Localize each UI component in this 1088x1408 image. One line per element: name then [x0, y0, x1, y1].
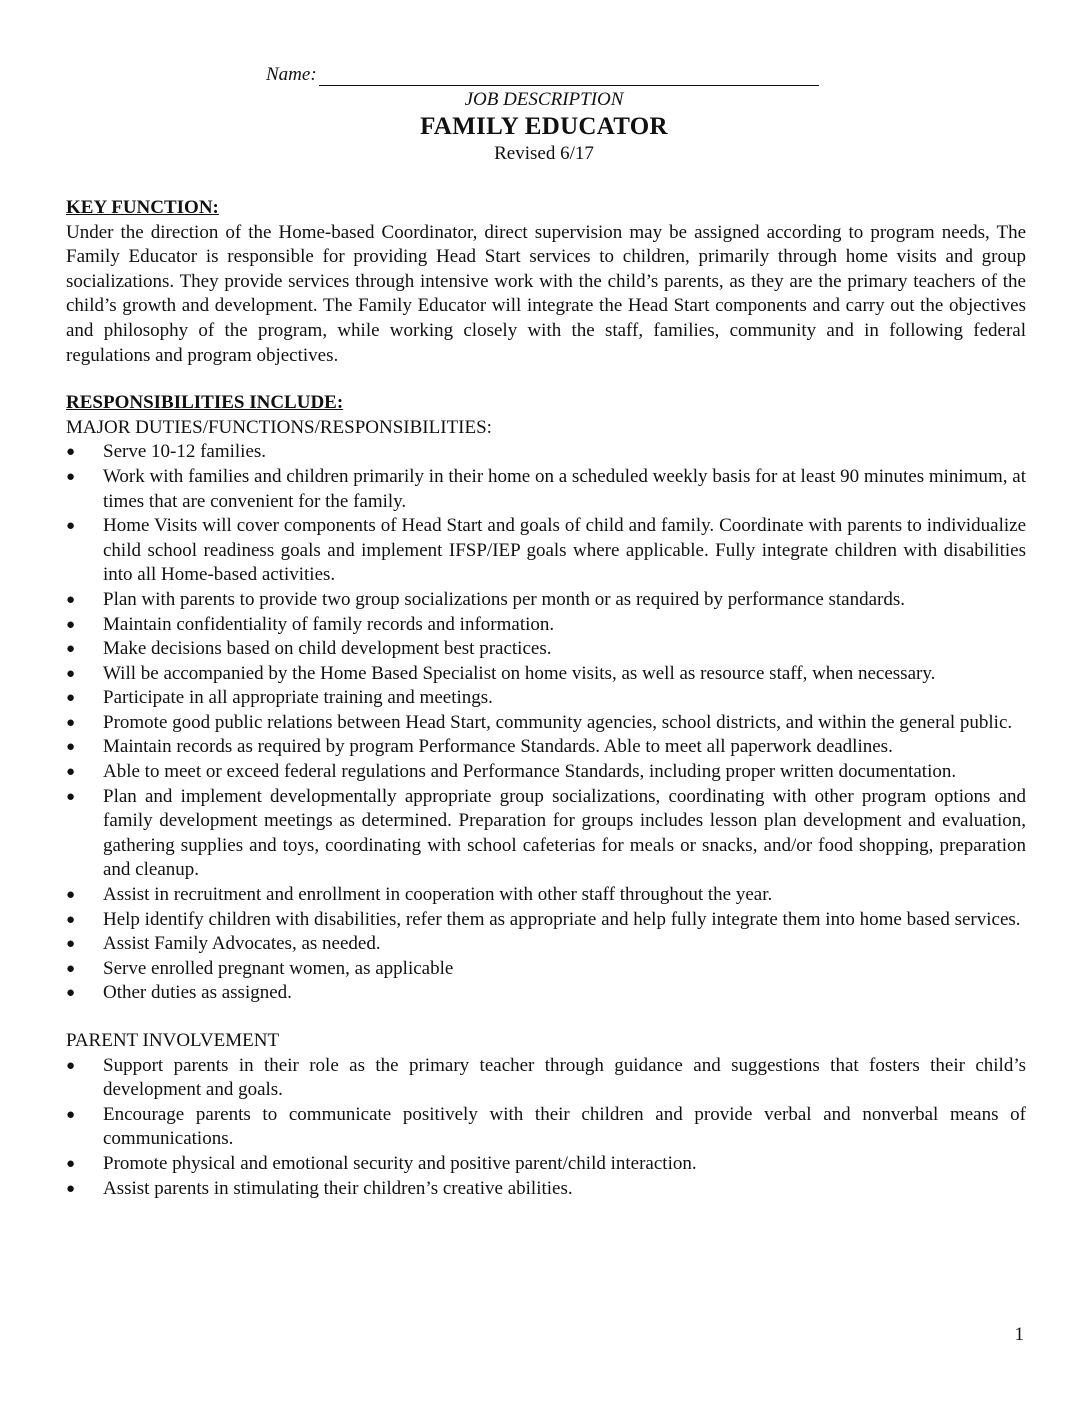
list-item	[66, 1177, 1026, 1202]
list-item-text: Support parents in their role as the primary teacher through guidance and suggestions that fosters their child’s development and goals.	[103, 1054, 1026, 1101]
name-label: Name:	[266, 64, 317, 85]
key-function-paragraph: Under the direction of the Home-based Coordinator, direct supervision may be assigned according to program needs, The Family Educator is responsible for providing Head Start services to children, primarily through home visits and group socializations. They provide services through intensive work with the child’s parents, as they are the primary teachers of the child’s growth and development. The Family Educator will integrate the Head Start components and carry out the objectives and philosophy of the program, while working closely with the staff, families, community and in following federal regulations and program objectives.	[66, 221, 1026, 366]
name-blank-line	[319, 65, 819, 86]
bullet-icon: ●	[66, 714, 76, 731]
bullet-icon: ●	[66, 665, 76, 682]
list-item-text: Encourage parents to communicate positively with their children and provide verbal and nonverbal means of communications.	[103, 1103, 1026, 1150]
bullet-icon: ●	[66, 518, 76, 535]
list-item-text: Make decisions based on child development best practices.	[103, 638, 552, 660]
list-item-text: Plan with parents to provide two group socializations per month or as required by performance standards.	[103, 588, 906, 610]
list-item-text: Work with families and children primarily in their home on a scheduled weekly basis for at least 90 minutes minimum, at times that are convenient for the family.	[103, 465, 1026, 512]
list-item	[66, 686, 1026, 711]
list-item-text: Maintain confidentiality of family records and information.	[103, 613, 555, 635]
bullet-icon: ●	[66, 690, 76, 707]
bullet-icon: ●	[66, 444, 76, 461]
list-item	[66, 883, 1026, 908]
list-item-text: Assist in recruitment and enrollment in cooperation with other staff throughout the year.	[103, 884, 773, 906]
section-spacer	[66, 368, 1026, 391]
list-item	[66, 465, 1026, 514]
list-item	[66, 1152, 1026, 1177]
list-item	[66, 711, 1026, 736]
section-spacer	[66, 1006, 1026, 1029]
list-item	[66, 637, 1026, 662]
page-number: 1	[1014, 1324, 1024, 1345]
bullet-icon: ●	[66, 1155, 76, 1172]
list-item-text: Help identify children with disabilities, refer them as appropriate and help fully integrate them into home based services.	[103, 908, 1021, 930]
bullet-icon: ●	[66, 739, 76, 756]
list-item	[66, 613, 1026, 638]
list-item	[66, 981, 1026, 1006]
list-item-text: Promote physical and emotional security and positive parent/child interaction.	[103, 1152, 697, 1174]
list-item-text: Assist Family Advocates, as needed.	[103, 933, 381, 955]
page-title: FAMILY EDUCATOR	[420, 113, 668, 140]
responsibilities-heading: RESPONSIBILITIES INCLUDE:	[66, 392, 344, 414]
bullet-icon: ●	[66, 911, 76, 928]
list-item	[66, 1054, 1026, 1103]
name-field	[266, 64, 819, 86]
bullet-icon: ●	[66, 591, 76, 608]
bullet-icon: ●	[66, 1106, 76, 1123]
document-type: JOB DESCRIPTION	[464, 89, 624, 110]
bullet-icon: ●	[66, 468, 76, 485]
list-item-text: Able to meet or exceed federal regulations and Performance Standards, including proper written documentation.	[103, 761, 957, 783]
list-item-text: Maintain records as required by program Performance Standards. Able to meet all paperwork deadlines.	[103, 736, 893, 758]
list-item-text: Serve enrolled pregnant women, as applicable	[103, 957, 454, 979]
list-item	[66, 514, 1026, 588]
bullet-icon: ●	[66, 641, 76, 658]
list-item	[66, 588, 1026, 613]
list-item-text: Plan and implement developmentally appropriate group socializations, coordinating with other program options and family development meetings as determined. Preparation for groups includes lesson plan development and evaluation, gathering supplies and toys, coordinating with school cafeterias for meals or snacks, and/or food shopping, preparation and cleanup.	[103, 785, 1026, 881]
major-duties-subheading: MAJOR DUTIES/FUNCTIONS/RESPONSIBILITIES:	[66, 416, 492, 438]
bullet-icon: ●	[66, 1057, 76, 1074]
list-item-text: Assist parents in stimulating their children’s creative abilities.	[103, 1177, 573, 1199]
parent-involvement-list	[66, 1054, 1026, 1202]
list-item	[66, 440, 1026, 465]
bullet-icon: ●	[66, 936, 76, 953]
bullet-icon: ●	[66, 960, 76, 977]
document-body	[66, 196, 1026, 1201]
parent-involvement-heading: PARENT INVOLVEMENT	[66, 1030, 280, 1051]
list-item-text: Serve 10-12 families.	[103, 441, 267, 463]
list-item	[66, 957, 1026, 982]
list-item-text: Promote good public relations between Head Start, community agencies, school districts, and within the general public.	[103, 711, 1013, 733]
revision-date: Revised 6/17	[494, 143, 594, 164]
bullet-icon: ●	[66, 985, 76, 1002]
bullet-icon: ●	[66, 887, 76, 904]
list-item-text: Other duties as assigned.	[103, 982, 292, 1004]
bullet-icon: ●	[66, 616, 76, 633]
list-item	[66, 760, 1026, 785]
list-item	[66, 785, 1026, 883]
bullet-icon: ●	[66, 788, 76, 805]
list-item-text: Home Visits will cover components of Head Start and goals of child and family. Coordinate with parents to individualize child school readiness goals and implement IFSP/IEP goals where applicable. Fully integrate children with disabilities into all Home-based activities.	[103, 515, 1026, 586]
list-item	[66, 908, 1026, 933]
list-item	[66, 932, 1026, 957]
list-item	[66, 662, 1026, 687]
responsibilities-list	[66, 440, 1026, 1006]
list-item	[66, 1103, 1026, 1152]
bullet-icon: ●	[66, 1180, 76, 1197]
bullet-icon: ●	[66, 764, 76, 781]
list-item-text: Participate in all appropriate training and meetings.	[103, 687, 493, 709]
key-function-heading: KEY FUNCTION:	[66, 197, 219, 218]
list-item-text: Will be accompanied by the Home Based Specialist on home visits, as well as resource staff, when necessary.	[103, 662, 936, 684]
list-item	[66, 735, 1026, 760]
